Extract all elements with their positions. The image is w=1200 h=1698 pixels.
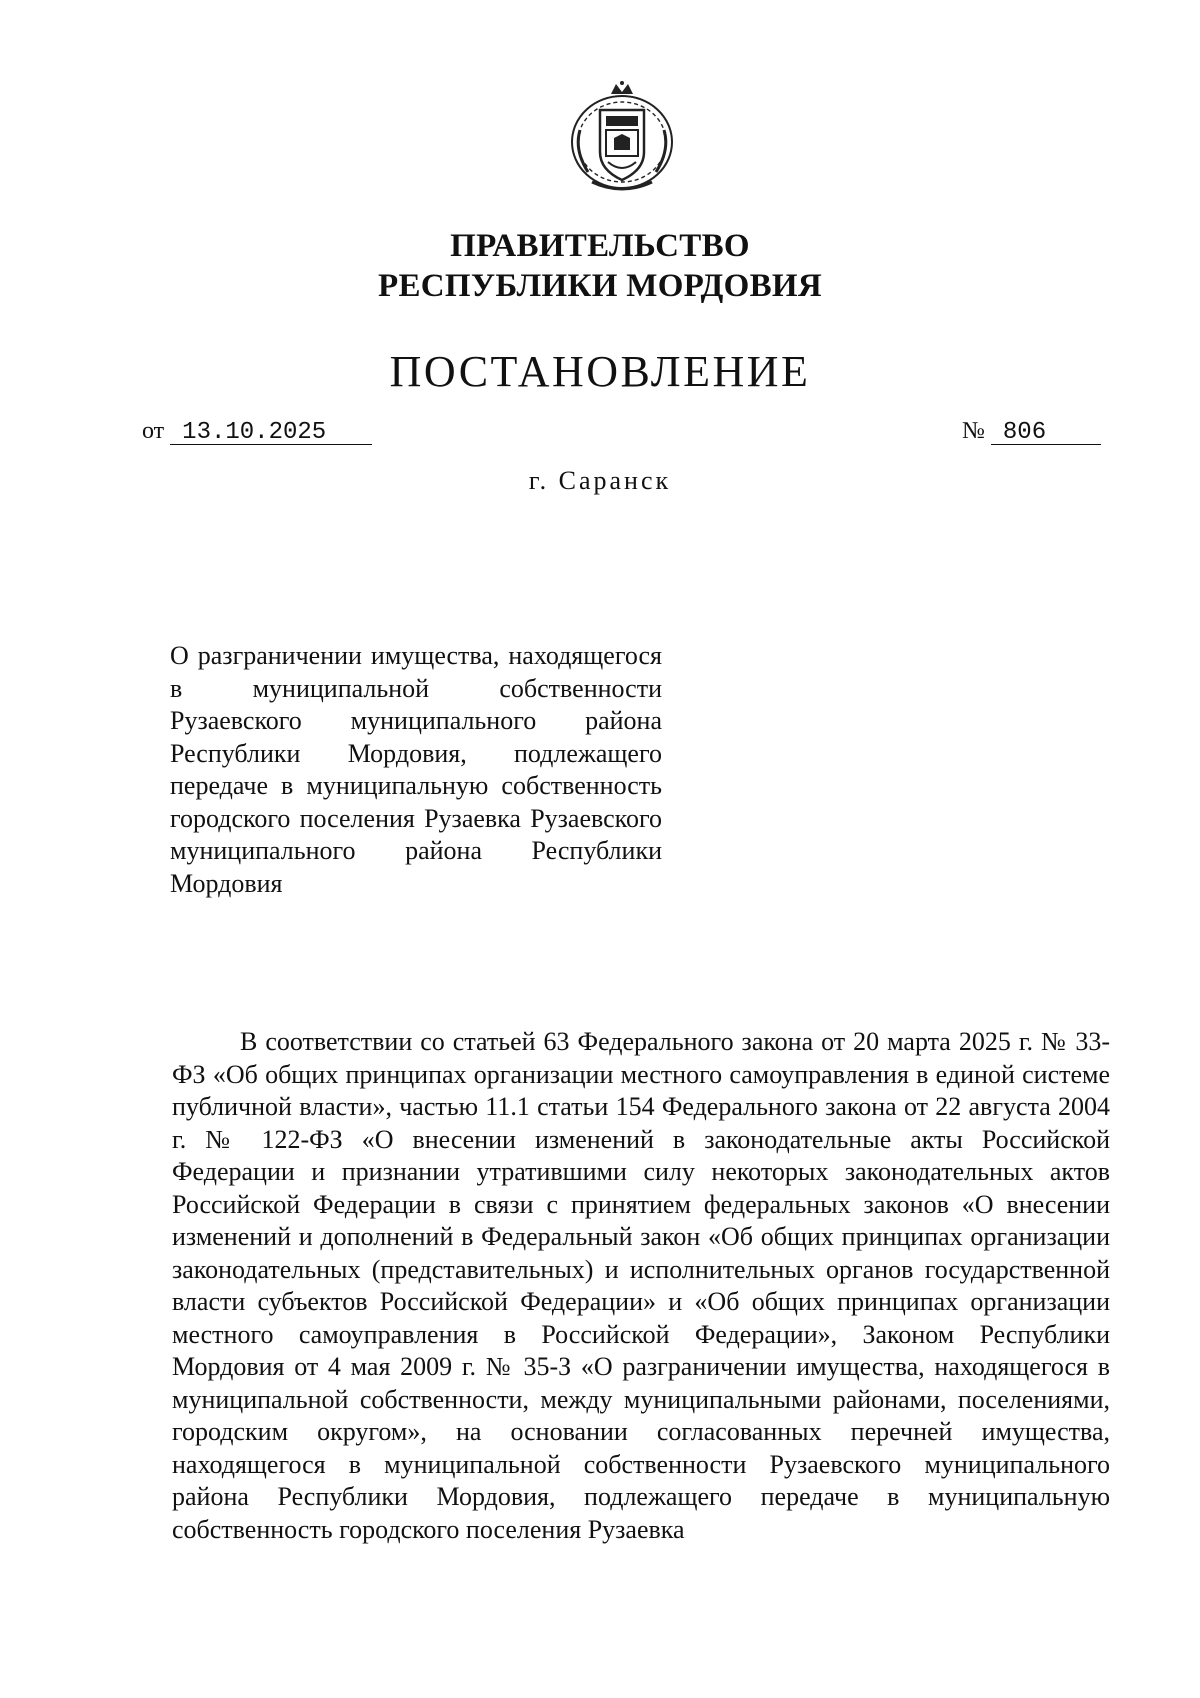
- date-block: [142, 418, 372, 445]
- org-name-line1: ПРАВИТЕЛЬСТВО: [450, 228, 750, 264]
- city: г. Саранск: [528, 466, 672, 495]
- number-block: [962, 418, 1101, 445]
- date-value: 13.10.2025: [170, 422, 372, 445]
- number-value: 806: [991, 422, 1101, 445]
- org-name-line2: РЕСПУБЛИКИ МОРДОВИЯ: [377, 268, 822, 304]
- coat-of-arms-icon: [564, 80, 680, 196]
- document-body: В соответствии со статьей 63 Федерального закона от 20 марта 2025 г. № 33-ФЗ «Об общих принципах организации местного самоуправления в единой системе публичной власти», частью 11.1 статьи 154 Федерального закона от 22 августа 2004 г. № 122-ФЗ «О внесении изменений в законодательные акты Российской Федерации и признании утратившими силу некоторых законодательных актов Российской Федерации в связи с принятием федеральных законов «О внесении изменений и дополнений в Федеральный закон «Об общих принципах организации законодательных (представительных) и исполнительных органов государственной власти субъектов Российской Федерации» и «Об общих принципах организации местного самоуправления в Российской Федерации», Законом Республики Мордовия от 4 мая 2009 г. № 35-З «О разграничении имущества, находящегося в муниципальной собственности, между муниципальными районами, поселениями, городским округом», на основании согласованных перечней имущества, находящегося в муниципальной собственности Рузаевского муниципального района Республики Мордовия, подлежащего передаче в муниципальную собственность городского поселения Рузаевка: [172, 1027, 1110, 1544]
- document-subject: О разграничении имущества, находящегося в муниципальной собственности Рузаевского муниципального района Республики Мордовия, подлежащего передаче в муниципальную собственность городского поселения Рузаевка Рузаевского муниципального района Республики Мордовия: [170, 641, 662, 898]
- date-label: от: [142, 418, 165, 444]
- document-type: ПОСТАНОВЛЕНИЕ: [389, 347, 811, 396]
- number-label: №: [962, 418, 985, 444]
